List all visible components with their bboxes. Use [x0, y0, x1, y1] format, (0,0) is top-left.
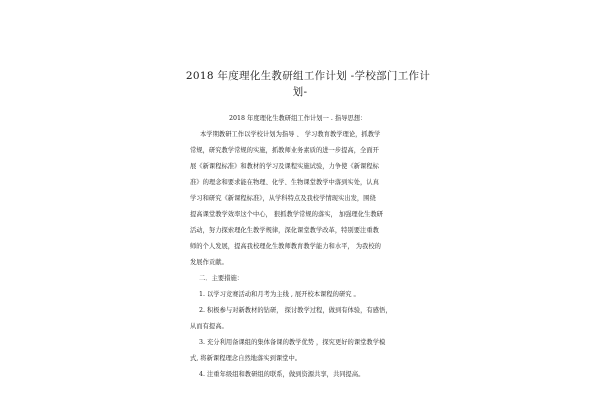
measure-item-4: 4. 注重年级组和教研组的联系，做到资源共享，共同提高。: [199, 371, 365, 378]
body-line-3: 常规，研究教学常规的实施，抓教师业务素质的进一步提高，全面开: [190, 147, 379, 154]
measure-item-2: 2. 积极参与对新教材的钻研， 探讨教学过程，做到有体验，有感悟，: [199, 307, 392, 314]
body-line-4: 展《新课程标准》和教材的学习及课程实施试验，力争使《新课程标: [190, 163, 379, 170]
body-line-9: 师的个人发展，提高我校理化生教师教育教学能力和水平， 为我校的: [190, 243, 381, 250]
measure-item-3: 3. 充分利用备课组的集体备课的教学优势 ，探究更好的课堂教学模: [199, 339, 386, 346]
body-line-7: 提高课堂教学效率这个中心， 狠抓教学常规的落实， 加强理化生教研: [190, 211, 383, 218]
measure-item-3-cont: 式, 将新课程理念自然地落实到课堂中。: [190, 355, 302, 362]
section-heading-measures: 二．主要措施：: [199, 275, 244, 282]
measure-item-2-cont: 从而有提高。: [190, 323, 228, 330]
body-line-10: 发展作贡献。: [190, 259, 228, 266]
measure-item-1: 1. 以学习竞赛活动和月考为主线 , 展开校本课程的研究 。: [199, 291, 360, 298]
document-title-line-2: 划-: [292, 86, 308, 98]
body-line-2: 本学期教研工作以学校计划为指导 、 学习教育教学理论，抓教学: [200, 131, 381, 138]
body-line-5: 准》的理念和要求能在物理、化学、生物课堂教学中落到实处，认真: [190, 179, 379, 186]
body-line-6: 学习和研究《新课程标准》，从学科特点及我校学情现实出发，围绕: [190, 195, 376, 202]
document-title-line-1: 2018 年度理化生教研组工作计划 -学校部门工作计: [185, 70, 431, 82]
body-line-1: 2018 年度理化生教研组工作计划一 . 指导思想：: [229, 115, 367, 122]
body-line-8: 活动，努力探索理化生教学规律，深化课堂教学改革，特别要注重教: [190, 227, 379, 234]
